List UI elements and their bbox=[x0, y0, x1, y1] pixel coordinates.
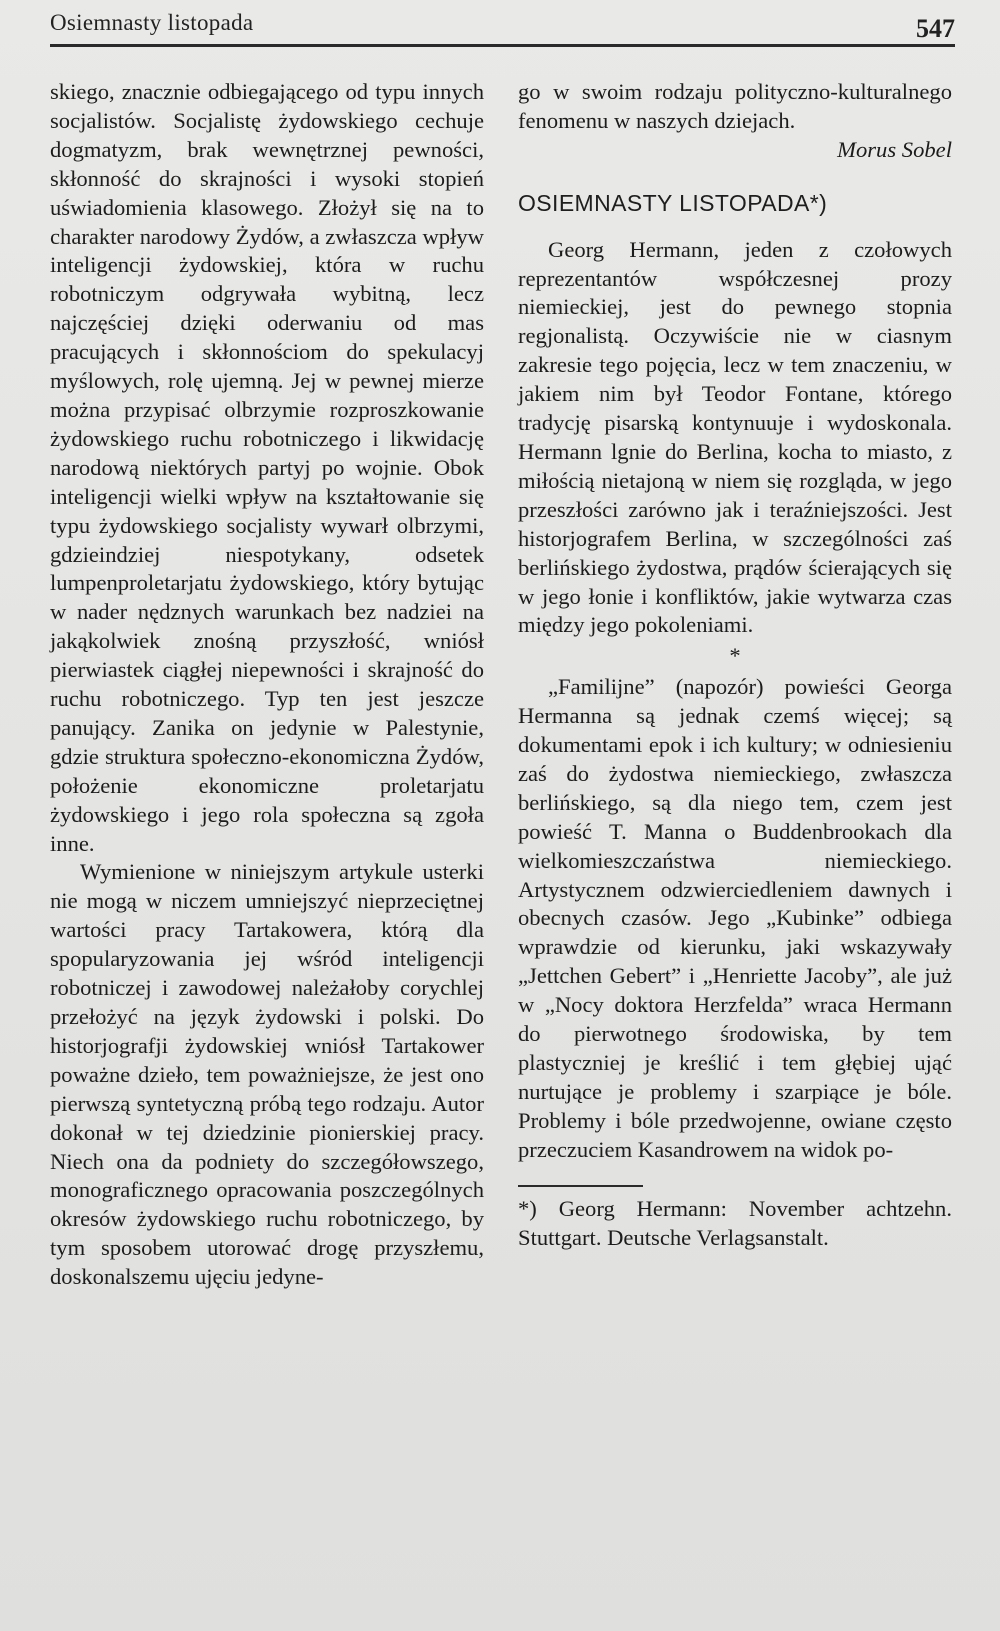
right-column bbox=[518, 78, 952, 1252]
star-separator: * bbox=[729, 643, 741, 669]
running-title: Osiemnasty listopada bbox=[50, 10, 254, 35]
right-paragraph-1: Georg Hermann, jeden z czołowych reprezentantów współczesnej prozy niemieckiej, jest do pewnego stopnia regjonalistą. Oczywiście nie w ciasnym zakresie tego pojęcia, lecz w tem znaczeniu, w jakiem nim był Teodor Fontane, którego tradycję pisarską kontynuuje i wydoskonala. Hermann lgnie do Berlina, kocha to miasto, z miłością nietajoną w niem się rozgląda, w jego przeszłości zarówno jak i teraźniejszości. Jest historjografem Berlina, w szczególności zaś berlińskiego żydostwa, prądów ścierających się w jego łonie i konfliktów, jakie wytwarza czas między jego pokoleniami. bbox=[518, 236, 952, 638]
left-paragraph-2: Wymienione w niniejszym artykule usterki nie mogą w niczem umniejszyć nieprzeciętnej wartości pracy Tartakowera, którą dla spopularyzowania jej wśród inteligencji robotniczej i zawodowej należałoby corychlej przełożyć na język żydowski i polski. Do historjografji żydowskiej wniósł Tartakower poważne dzieło, tem poważniejsze, że jest ono pierwszą syntetyczną próbą tego rodzaju. Autor dokonał w tej dziedzinie pionierskiej pracy. Niech ona da podniety do szczegółowszego, monograficznego opracowania poszczególnych okresów żydowskiego ruchu robotniczego, by tym sposobem utorować drogę przyszłemu, doskonalszemu ujęciu jedyne- bbox=[50, 859, 484, 1290]
section-title: OSIEMNASTY LISTOPADA*) bbox=[518, 189, 828, 216]
right-continuation-paragraph: go w swoim rodzaju polityczno-kulturalnego fenomenu w naszych dziejach. bbox=[518, 79, 952, 133]
right-paragraph-2: „Familijne” (napozór) powieści Georga Hermanna są jednak czemś więcej; są dokumentami epok i ich kultury; w odniesieniu zaś do żydostwa niemieckiego, zwłaszcza berlińskiego, są dla niego tem, czem jest powieść T. Manna o Buddenbrookach dla wielkomieszczaństwa niemieckiego. Artystycznem odzwierciedleniem dawnych i obecnych czasów. Jego „Kubinke” odbiega wprawdzie od kierunku, jaki wskazywały „Jettchen Gebert” i „Henriette Jacoby”, ale już w „Nocy doktora Herzfelda” wraca Hermann do pierwotnego środowiska, by tem plastyczniej je kreślić i tem głębiej ująć nurtujące je problemy i szarpiące je bóle. Problemy i bóle przedwojenne, owiane często przeczuciem Kasandrowem na widok po- bbox=[518, 674, 952, 1162]
footnote-rule bbox=[518, 1185, 643, 1187]
author-signature: Morus Sobel bbox=[837, 136, 952, 162]
left-paragraph-1: skiego, znacznie odbiegającego od typu innych socjalistów. Socjalistę żydowskiego cechuje dogmatyzm, brak wewnętrznej pewności, skłonność do skrajności i wysoki stopień uświadomienia klasowego. Złożył się na to charakter narodowy Żydów, a zwłaszcza wpływ inteligencji żydowskiej, która w ruchu robotniczym odgrywała wybitną, lecz najczęściej dzięki oderwaniu od mas pracujących i skłonnościom do spekulacyj myślowych, rolę ujemną. Jej w pewnej mierze można przypisać olbrzymie rozproszkowanie żydowskiego ruchu robotniczego i likwidację narodową niektórych partyj po wojnie. Obok inteligencji wielki wpływ na kształtowanie się typu żydowskiego socjalisty wywarł olbrzymi, gdzieindziej niespotykany, odsetek lumpenproletarjatu żydowskiego, który bytując w nader nędznych warunkach bez nadziei na jakąkolwiek znośną przyszłość, wniósł pierwiastek ciągłej niepewności i skrajność do ruchu robotniczego. Typ ten jest jeszcze panujący. Zanika on jedynie w Palestynie, gdzie struktura społeczno-ekonomiczna Żydów, położenie ekonomiczne proletarjatu żydowskiego i jego rola społeczna są zgoła inne. bbox=[50, 79, 484, 856]
page-header bbox=[50, 6, 955, 46]
header-rule bbox=[50, 44, 955, 47]
page-number: 547 bbox=[916, 14, 955, 43]
left-column bbox=[50, 78, 484, 1292]
footnote: *) Georg Hermann: November achtzehn. Stuttgart. Deutsche Verlagsanstalt. bbox=[518, 1195, 952, 1250]
